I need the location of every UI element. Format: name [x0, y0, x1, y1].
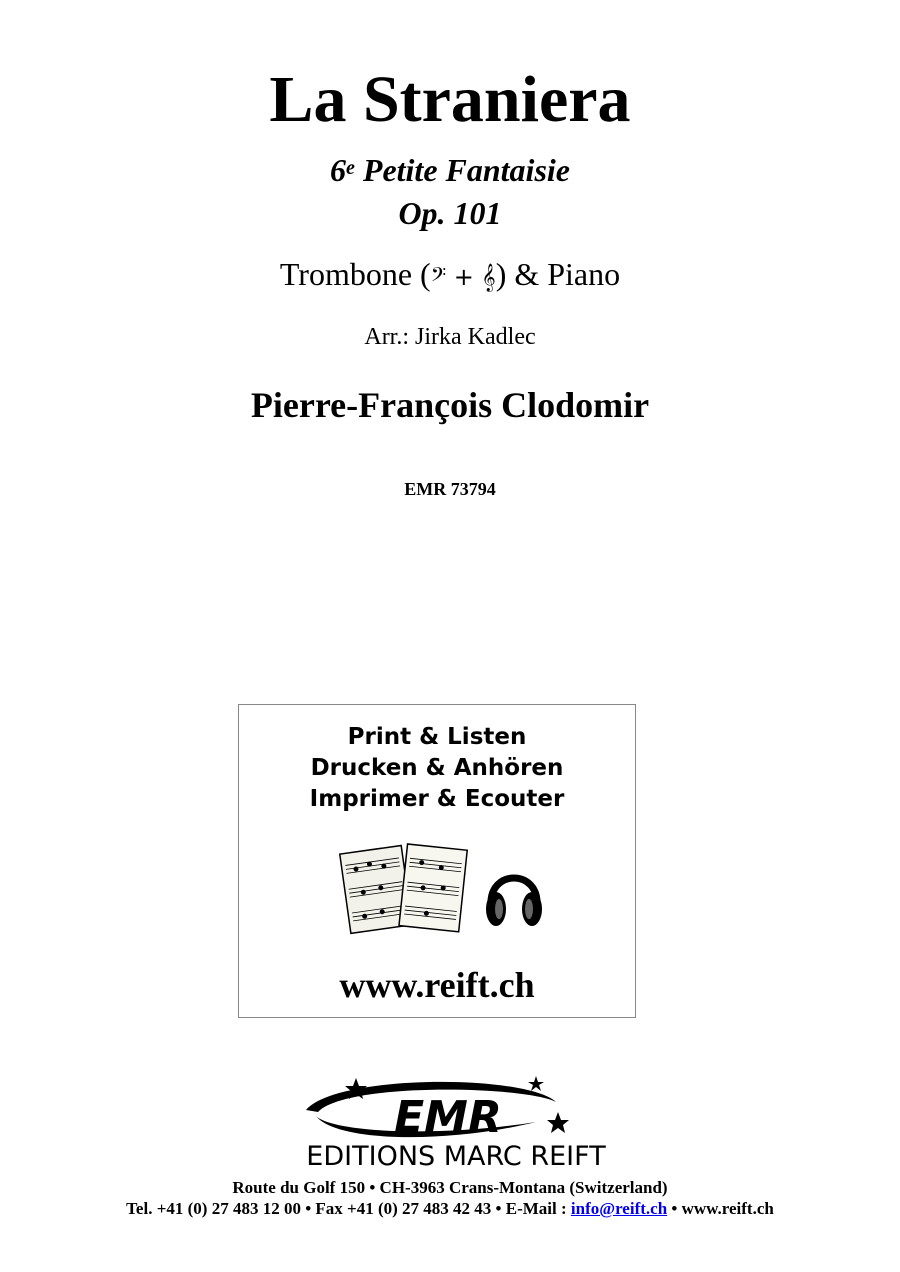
promo-line-french: Imprimer & Ecouter	[309, 786, 565, 812]
catalog-number: EMR 73794	[404, 479, 496, 499]
score-title: La Straniera	[269, 63, 631, 136]
contact-prefix: Tel. +41 (0) 27 483 12 00 • Fax +41 (0) 27 483 42 43 • E-Mail :	[126, 1199, 571, 1218]
subtitle	[0, 151, 900, 189]
subtitle-superscript: e	[346, 157, 355, 179]
headphones-icon	[486, 878, 542, 926]
logo-emr-text: EMR	[394, 1092, 502, 1143]
print-listen-box	[238, 704, 636, 1018]
promo-line-german: Drucken & Anhören	[310, 755, 564, 781]
opus-number: Op. 101	[398, 195, 502, 231]
publisher-logo	[236, 1072, 676, 1172]
promo-illustration	[339, 839, 559, 939]
email-link[interactable]: info@reift.ch	[570, 1199, 668, 1218]
contact-suffix: • www.reift.ch	[667, 1199, 774, 1218]
instrumentation-after: ) & Piano	[495, 256, 621, 292]
composer-name: Pierre-François Clodomir	[250, 385, 650, 425]
clef-icons: 𝄢 + 𝄞	[430, 263, 496, 291]
publisher-contact	[0, 1199, 900, 1219]
promo-website-link[interactable]: www.reift.ch	[339, 965, 535, 1005]
promo-line-english: Print & Listen	[347, 724, 527, 750]
arranger: Arr.: Jirka Kadlec	[364, 324, 536, 350]
instrumentation-before: Trombone (	[279, 256, 431, 292]
instrumentation	[0, 254, 900, 297]
subtitle-number: 6	[330, 152, 346, 188]
publisher-address: Route du Golf 150 • CH-3963 Crans-Montana (Switzerland)	[232, 1178, 668, 1197]
publisher-name: EDITIONS MARC REIFT	[306, 1141, 606, 1172]
subtitle-text: Petite Fantaisie	[354, 152, 570, 188]
sheet-music-icon	[340, 844, 467, 933]
